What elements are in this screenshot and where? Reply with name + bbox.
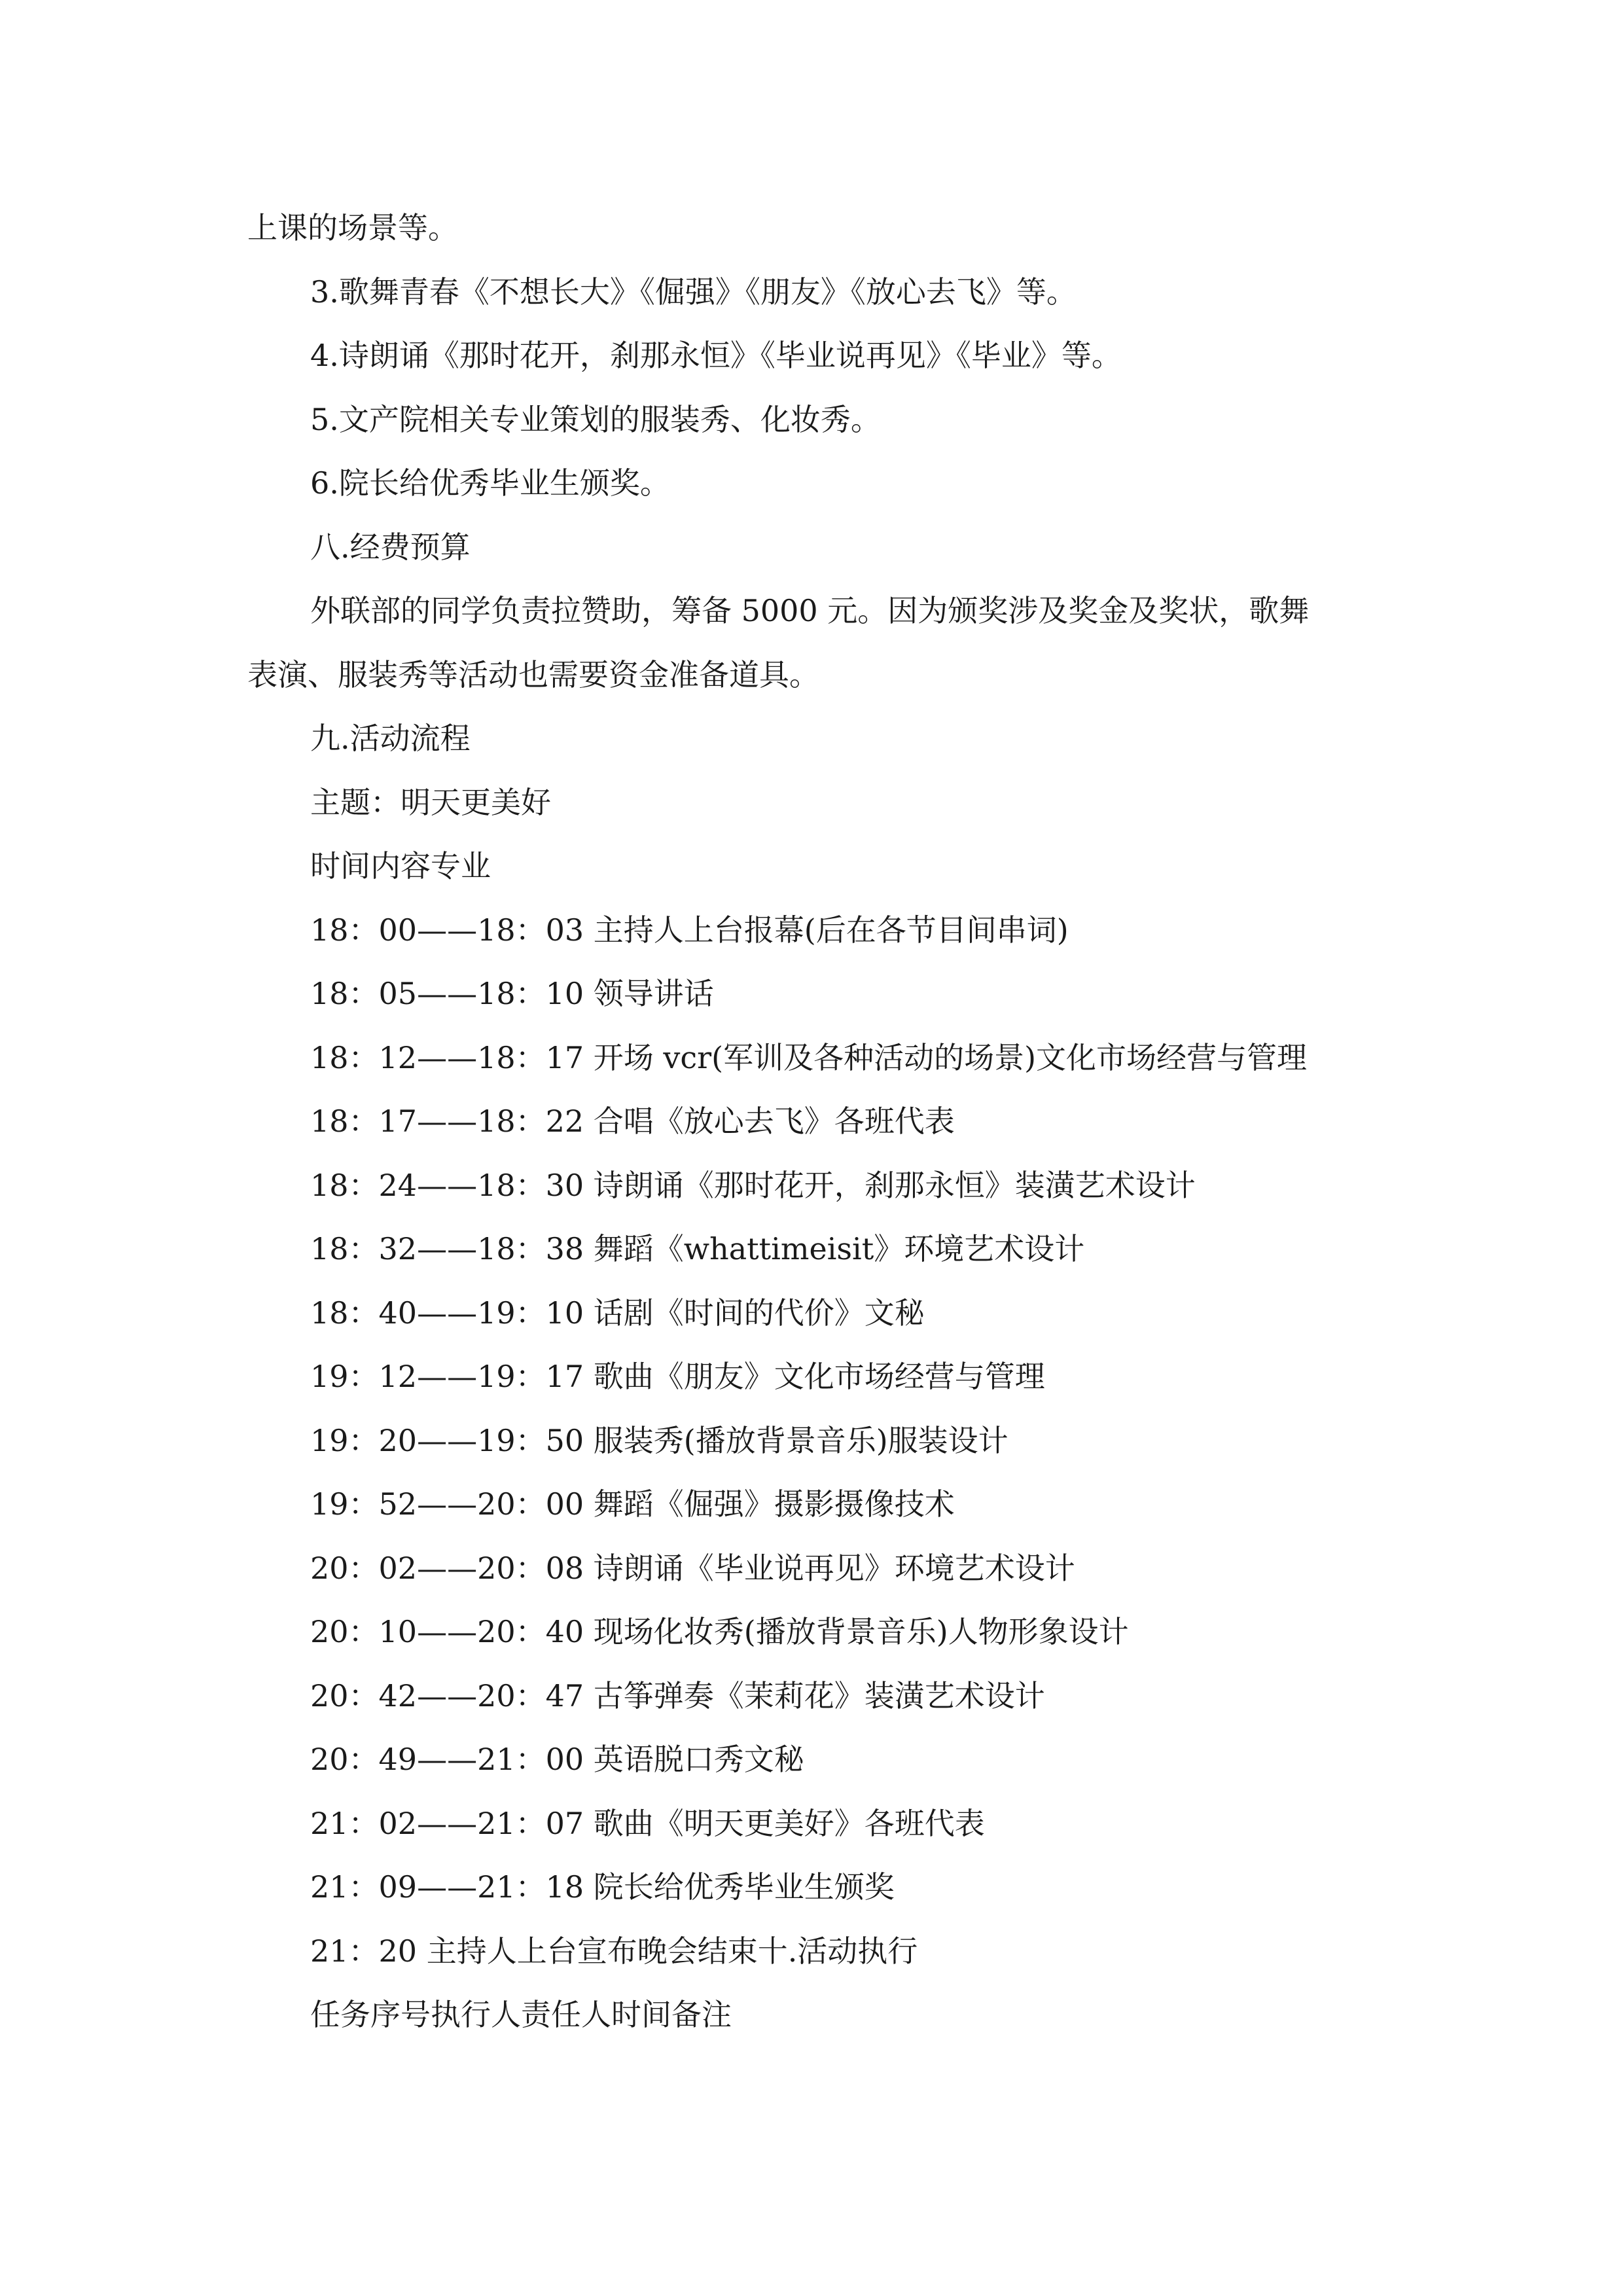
paragraph-line: 外联部的同学负责拉赞助，筹备 5000 元。因为颁奖涉及奖金及奖状，歌舞	[310, 593, 1310, 628]
paragraph-line: 上课的场景等。	[247, 210, 458, 245]
schedule-row: 20：49——21：00 英语脱口秀文秘	[310, 1742, 804, 1777]
schedule-row: 20：42——20：47 古筝弹奏《茉莉花》装潢艺术设计	[310, 1677, 1045, 1713]
schedule-row: 18：05——18：10 领导讲话	[310, 976, 714, 1011]
schedule-row: 19：52——20：00 舞蹈《倔强》摄影摄像技术	[310, 1486, 955, 1522]
theme-line: 主题：明天更美好	[310, 784, 551, 820]
list-item-line: 3.歌舞青春《不想长大》《倔强》《朋友》《放心去飞》等。	[310, 274, 1077, 310]
schedule-row: 18：40——19：10 话剧《时间的代价》文秘	[310, 1295, 925, 1331]
section-heading: 八.经费预算	[310, 529, 471, 565]
list-item-line: 5.文产院相关专业策划的服装秀、化妆秀。	[310, 401, 881, 437]
schedule-row: 21：02——21：07 歌曲《明天更美好》各班代表	[310, 1805, 985, 1841]
list-item-line: 6.院长给优秀毕业生颁奖。	[310, 465, 670, 501]
schedule-header: 时间内容专业	[310, 848, 491, 884]
document-body	[247, 196, 1386, 2047]
schedule-row: 21：20 主持人上台宣布晚会结束十.活动执行	[310, 1933, 918, 1969]
schedule-row: 18：24——18：30 诗朗诵《那时花开，刹那永恒》装潢艺术设计	[310, 1167, 1196, 1203]
schedule-row: 20：10——20：40 现场化妆秀(播放背景音乐)人物形象设计	[310, 1614, 1129, 1649]
schedule-row: 18：17——18：22 合唱《放心去飞》各班代表	[310, 1103, 955, 1139]
schedule-row: 19：20——19：50 服装秀(播放背景音乐)服装设计	[310, 1422, 1008, 1458]
schedule-row: 18：32——18：38 舞蹈《whattimeisit》环境艺术设计	[310, 1231, 1085, 1266]
schedule-row: 20：02——20：08 诗朗诵《毕业说再见》环境艺术设计	[310, 1550, 1075, 1586]
execution-header: 任务序号执行人责任人时间备注	[310, 1997, 732, 2032]
section-heading: 九.活动流程	[310, 721, 471, 756]
list-item-line: 4.诗朗诵《那时花开，刹那永恒》《毕业说再见》《毕业》等。	[310, 338, 1122, 373]
schedule-row: 18：00——18：03 主持人上台报幕(后在各节目间串词)	[310, 912, 1069, 948]
paragraph-line: 表演、服装秀等活动也需要资金准备道具。	[247, 656, 819, 692]
schedule-row: 19：12——19：17 歌曲《朋友》文化市场经营与管理	[310, 1359, 1045, 1394]
schedule-row: 18：12——18：17 开场 vcr(军训及各种活动的场景)文化市场经营与管理	[310, 1039, 1308, 1075]
schedule-row: 21：09——21：18 院长给优秀毕业生颁奖	[310, 1869, 895, 1905]
